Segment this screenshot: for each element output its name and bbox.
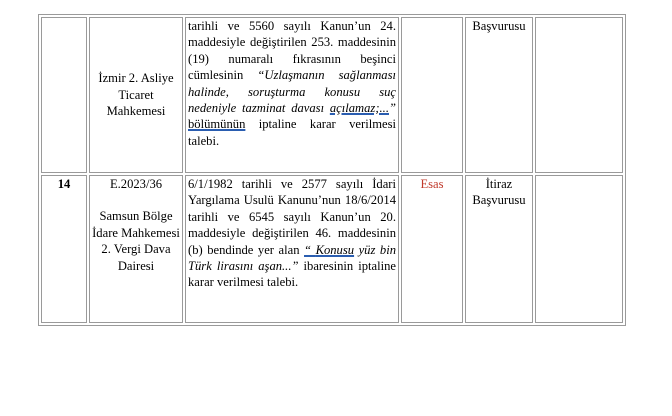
quoted-text: yüz bin Türk lirasını aşan... (188, 242, 396, 274)
table-row (41, 175, 623, 323)
table-row (41, 17, 623, 173)
status-cell: Esas (401, 175, 463, 323)
status-cell (401, 17, 463, 173)
case-number: E.2023/36 (109, 177, 163, 191)
request-text-end: ibaresinin iptaline karar verilmesi talebi. (188, 259, 396, 290)
quoted-text-close: ” (388, 101, 396, 116)
request-text-end: iptaline karar verilmesi talebi. (188, 117, 396, 148)
request-text: tarihli ve 5560 sayılı Kanun’un 24. maddesiyle değiştirilen 253. maddesinin (19) numaralı fıkrasının beşinci cümlesinin (188, 19, 396, 83)
underlined-word: bölümünün (188, 117, 246, 132)
quoted-text-underlined: açılamaz;... (329, 101, 389, 116)
decisions-table (38, 14, 626, 326)
empty-cell (535, 17, 623, 173)
quoted-text-open: “ (304, 242, 316, 257)
quoted-text-close: ” (291, 259, 299, 274)
court-name: İzmir 2. Asliye Ticaret Mahkemesi (98, 71, 174, 119)
quoted-text-open: “ (257, 68, 265, 83)
court-name: Samsun Bölge İdare Mahkemesi 2. Vergi Dava Dairesi (92, 209, 180, 273)
quoted-text-underlined: Konusu (315, 242, 355, 257)
request-text-cell (185, 17, 399, 173)
row-number-cell (41, 17, 87, 173)
application-type-cell: Başvurusu (465, 17, 533, 173)
row-number-cell: 14 (41, 175, 87, 323)
application-type-cell: İtiraz Başvurusu (465, 175, 533, 323)
empty-cell (535, 175, 623, 323)
court-cell (89, 17, 183, 173)
request-text-cell (185, 175, 399, 323)
request-text: 6/1/1982 tarihli ve 2577 sayılı İdari Yargılama Usulü Kanunu’nun 18/6/2014 tarihli ve 6545 sayılı Kanun’un 20. maddesiyle değiştirilen 46. maddesinin (b) bendinde yer alan (188, 177, 396, 257)
court-cell (89, 175, 183, 323)
quoted-text: Uzlaşmanın sağlanması halinde, soruşturma konusu suç nedeniyle tazminat davası (188, 68, 396, 116)
